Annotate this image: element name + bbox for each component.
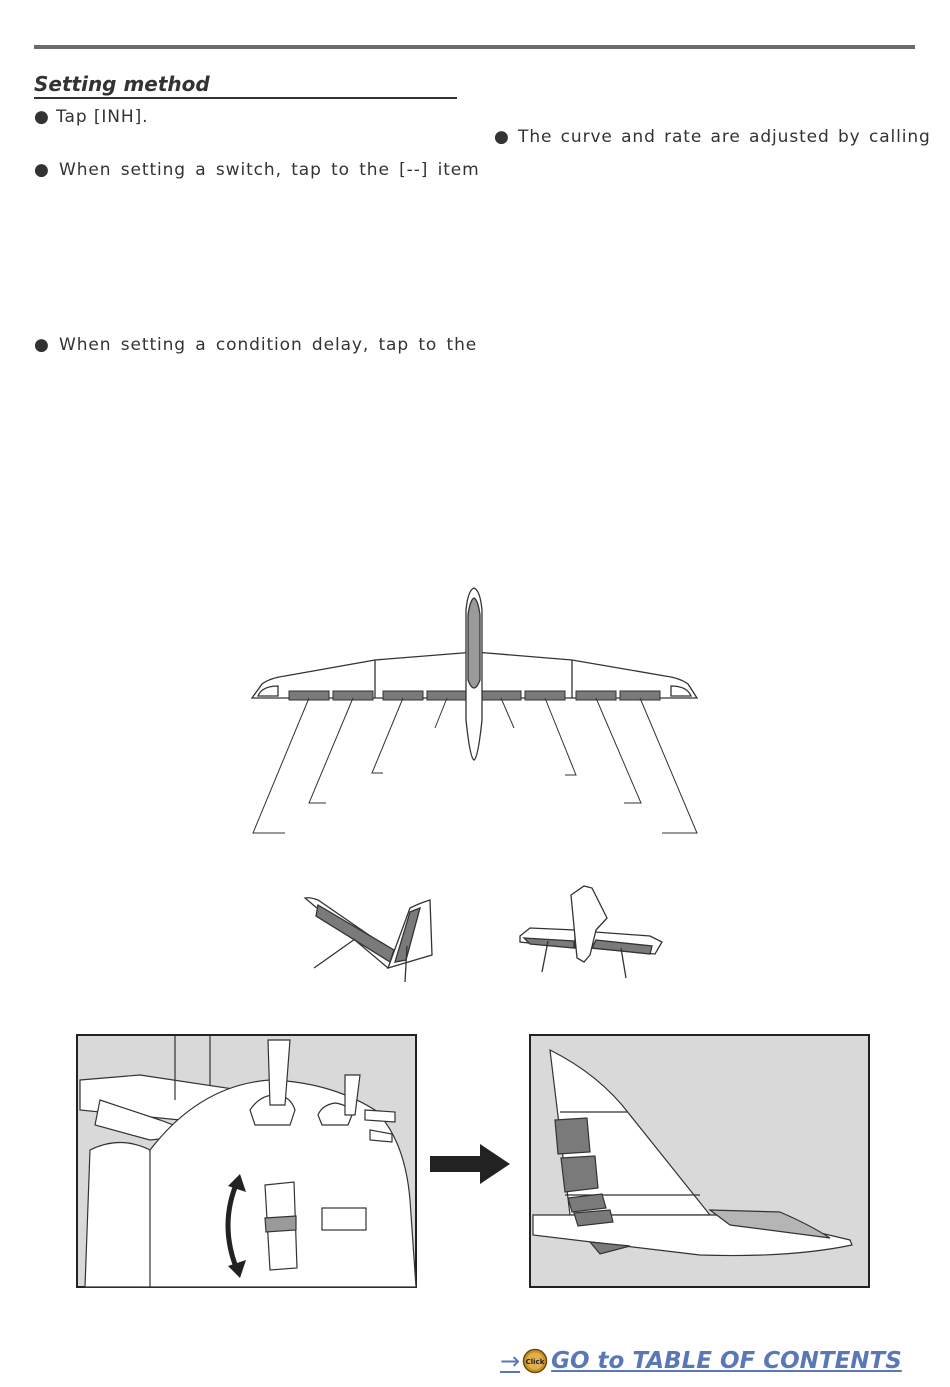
bullet-switch: ● When setting a switch, tap to the [--] item	[34, 160, 480, 180]
bullet-curve-rate: ● The curve and rate are adjusted by calling	[494, 127, 931, 147]
tail-illustration	[530, 1035, 869, 1287]
transmitter-illustration	[77, 1035, 416, 1287]
arrow-icon: →	[500, 1347, 521, 1375]
svg-text:Click: Click	[525, 1358, 545, 1366]
bullet-condition-delay: ● When setting a condition delay, tap to the	[34, 335, 478, 355]
bullet-tap-inh: ● Tap [INH].	[34, 107, 149, 127]
toc-link[interactable]	[500, 1347, 902, 1375]
click-badge-icon	[522, 1348, 548, 1374]
section-heading: Setting method	[34, 72, 457, 99]
toc-link-text[interactable]: GO to TABLE OF CONTENTS	[551, 1348, 902, 1374]
right-arrow-icon	[430, 1144, 510, 1184]
